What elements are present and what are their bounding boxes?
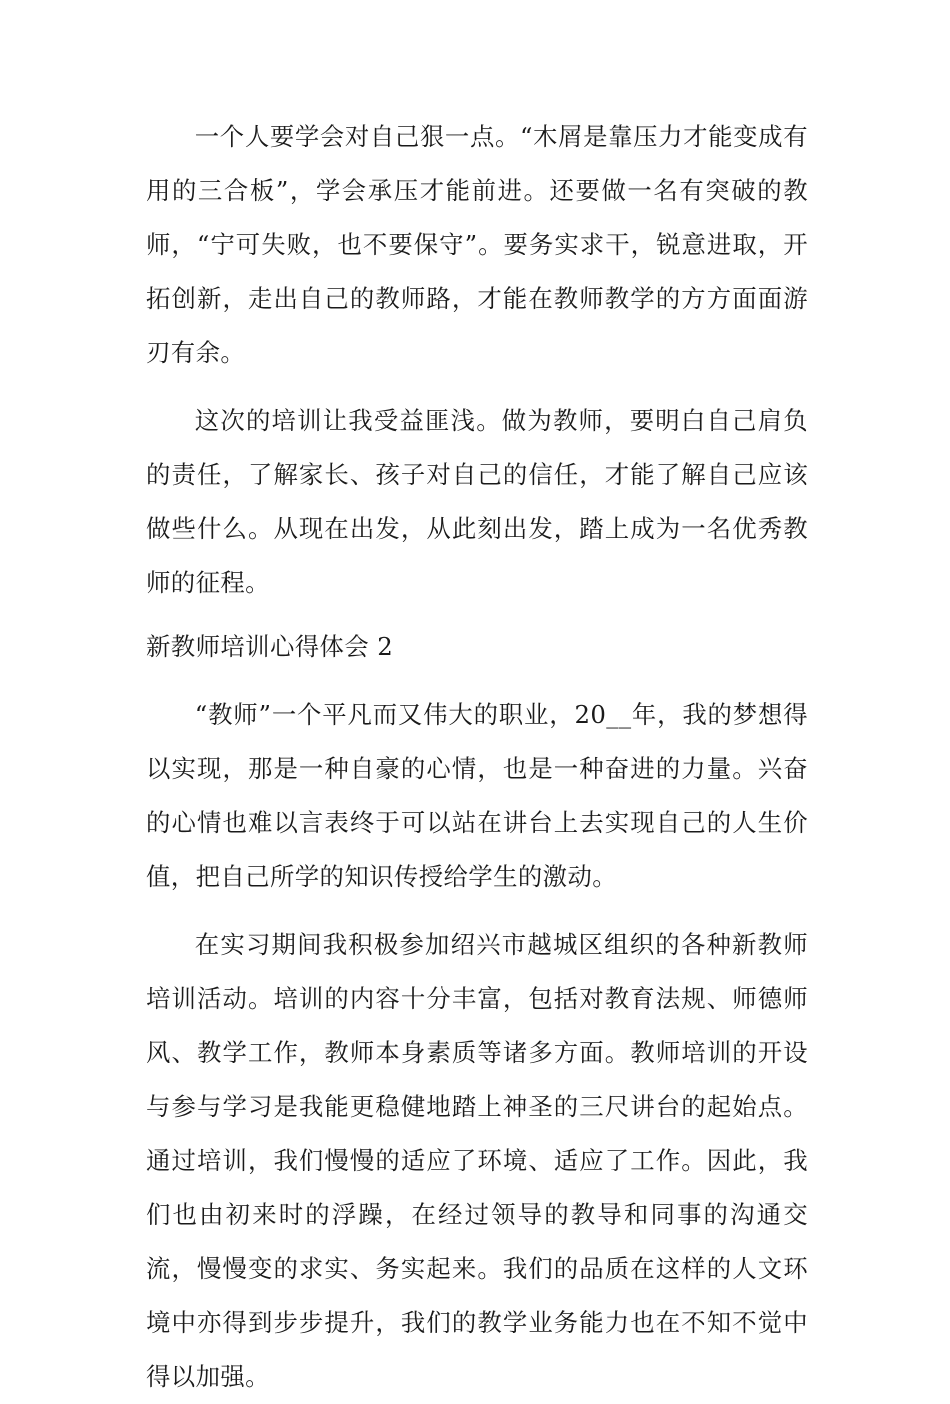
- paragraph-training-benefit: 这次的培训让我受益匪浅。做为教师，要明白自己肩负的责任，了解家长、孩子对自己的信任，才能了解自己应该做些什么。从现在出发，从此刻出发，踏上成为一名优秀教师的征程。: [146, 406, 808, 597]
- section-title: 新教师培训心得体会 2: [146, 632, 394, 661]
- document-page: [146, 110, 808, 1404]
- paragraph-internship-training: 在实习期间我积极参加绍兴市越城区组织的各种新教师培训活动。培训的内容十分丰富，包括对教育法规、师德师风、教学工作，教师本身素质等诸多方面。教师培训的开设与参与学习是我能更稳健地踏上神圣的三尺讲台的起始点。通过培训，我们慢慢的适应了环境、适应了工作。因此，我们也由初来时的浮躁，在经过领导的教导和同事的沟通交流，慢慢变的求实、务实起来。我们的品质在这样的人文环境中亦得到步步提升，我们的教学业务能力也在不知不觉中得以加强。: [146, 930, 808, 1391]
- paragraph-teacher-dream: “教师”一个平凡而又伟大的职业，20__年，我的梦想得以实现，那是一种自豪的心情，也是一种奋进的力量。兴奋的心情也难以言表终于可以站在讲台上去实现自己的人生价值，把自己所学的知识传授给学生的激动。: [146, 700, 808, 891]
- paragraph-self-discipline: 一个人要学会对自己狠一点。“木屑是靠压力才能变成有用的三合板”，学会承压才能前进。还要做一名有突破的教师，“宁可失败，也不要保守”。要务实求干，锐意进取，开拓创新，走出自己的教师路，才能在教师教学的方方面面游刃有余。: [146, 122, 808, 367]
